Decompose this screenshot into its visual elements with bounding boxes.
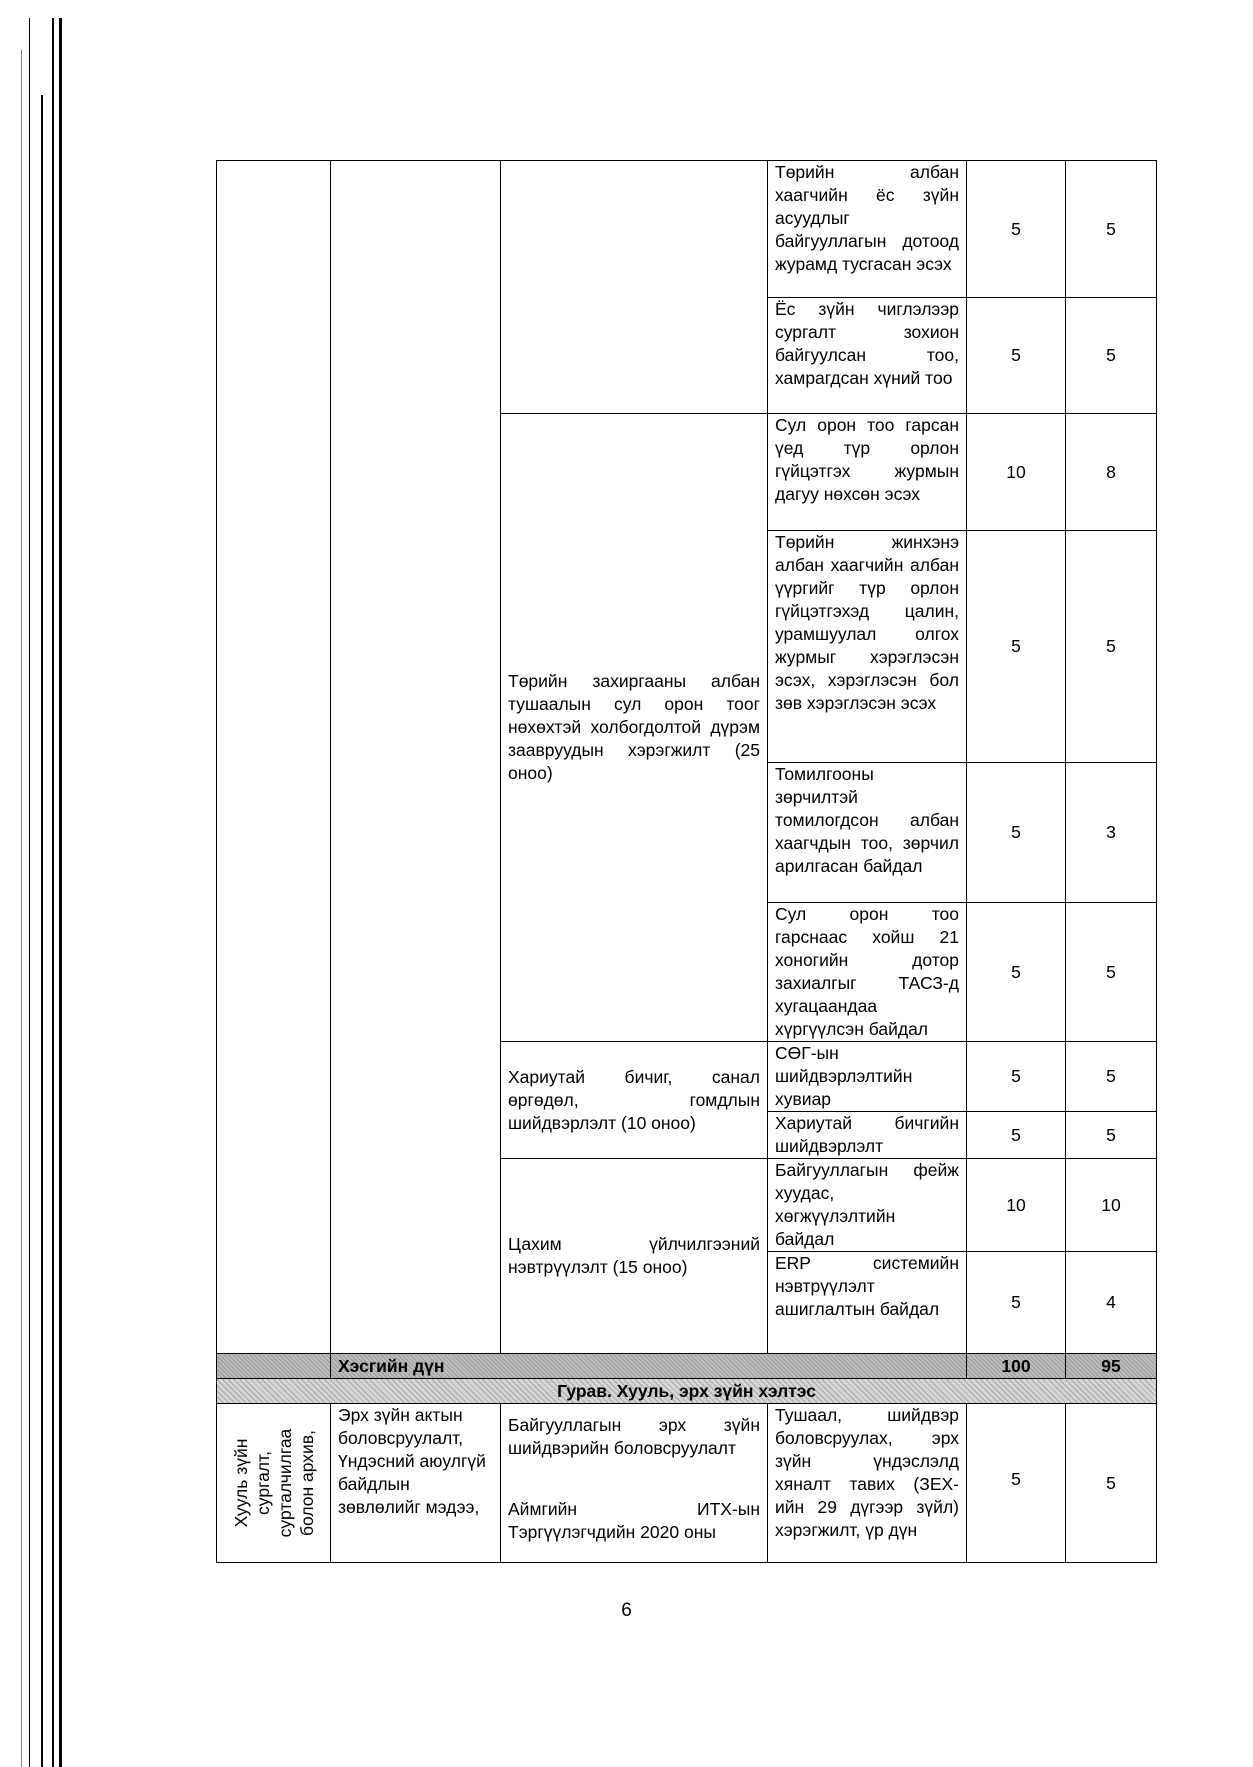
max-score-cell: 5 (967, 161, 1066, 298)
table-row (217, 161, 1157, 298)
indicator-cell: Томилгооны зөрчилтэй томилогдсон албан хаагчдын тоо, зөрчил арилгасан байдал (768, 763, 967, 903)
scan-margin-line (41, 95, 43, 1767)
max-score-cell: 5 (967, 298, 1066, 414)
max-score-cell: 5 (967, 1042, 1066, 1112)
max-score-cell: 10 (967, 414, 1066, 531)
indicator-cell: СӨГ-ын шийдвэрлэлтийн хувиар (768, 1042, 967, 1112)
max-score-cell: 5 (967, 1404, 1066, 1563)
subtotal-row (217, 1354, 1157, 1379)
indicator-cell: Сул орон тоо гарснаас хойш 21 хоногийн дотор захиалгыг ТАСЗ-д хугацаандаа хүргүүлсэн байдал (768, 903, 967, 1042)
subtotal-blank-cell (217, 1354, 331, 1379)
score-cell: 4 (1066, 1252, 1157, 1354)
section-title: Гурав. Хууль, эрх зүйн хэлтэс (217, 1379, 1157, 1404)
scan-margin-line (21, 50, 22, 1767)
score-cell: 5 (1066, 1112, 1157, 1159)
max-score-cell: 5 (967, 903, 1066, 1042)
indicator-cell: ERP системийн нэвтрүүлэлт ашиглалтын байдал (768, 1252, 967, 1354)
criterion-part-1: Байгууллагын эрх зүйн шийдвэрийн боловсруулалт (508, 1415, 760, 1458)
indicator-cell: Төрийн албан хаагчийн ёс зүйн асуудлыг байгууллагын дотоод журамд тусгасан эсэх (768, 161, 967, 298)
function-cell (331, 161, 501, 1354)
criterion-cell: Төрийн захиргааны албан тушаалын сул орон тоог нөхөхтэй холбогдолтой дүрэм заавруудын хэрэгжилт (25 оноо) (501, 414, 768, 1042)
evaluation-table (216, 160, 1157, 1563)
scan-margin-line (52, 18, 54, 1767)
page-number: 6 (621, 1600, 632, 1621)
score-cell: 10 (1066, 1159, 1157, 1252)
score-cell: 5 (1066, 1042, 1157, 1112)
area-cell (217, 1404, 331, 1563)
criterion-cell (501, 1404, 768, 1563)
score-cell: 5 (1066, 531, 1157, 763)
max-score-cell: 10 (967, 1159, 1066, 1252)
max-score-cell: 5 (967, 531, 1066, 763)
score-cell: 3 (1066, 763, 1157, 903)
score-cell: 5 (1066, 1404, 1157, 1563)
indicator-cell: Сул орон тоо гарсан үед түр орлон гүйцэтгэх журмын дагуу нөхсөн эсэх (768, 414, 967, 531)
indicator-cell: Тушаал, шийдвэр боловсруулах, эрх зүйн үндэслэлд хяналт тавих (ЗЕХ-ийн 29 дүгээр зүйл) хэрэгжилт, үр дүн (768, 1404, 967, 1563)
table-row (217, 1404, 1157, 1563)
score-cell: 5 (1066, 298, 1157, 414)
max-score-cell: 5 (967, 1252, 1066, 1354)
criterion-cell: Цахим үйлчилгээний нэвтрүүлэлт (15 оноо) (501, 1159, 768, 1354)
criterion-part-2: Аймгийн ИТХ-ын Тэргүүлэгчдийн 2020 оны (508, 1499, 760, 1542)
score-cell: 5 (1066, 161, 1157, 298)
section-header-row (217, 1379, 1157, 1404)
indicator-cell: Хариутай бичгийн шийдвэрлэлт (768, 1112, 967, 1159)
subtotal-label: Хэсгийн дүн (331, 1354, 967, 1379)
area-label-rotated: Хууль зүйн сургалт, сурталчилгаа болон архив, (230, 1428, 317, 1538)
subtotal-score: 95 (1066, 1354, 1157, 1379)
indicator-cell: Төрийн жинхэнэ албан хаагчийн албан үүргийг түр орлон гүйцэтгэхэд цалин, урамшуулал олгох журмыг хэрэглэсэн эсэх, хэрэглэсэн бол зөв хэрэглэсэн эсэх (768, 531, 967, 763)
score-cell: 8 (1066, 414, 1157, 531)
max-score-cell: 5 (967, 763, 1066, 903)
criterion-cell (501, 161, 768, 414)
max-score-cell: 5 (967, 1112, 1066, 1159)
indicator-cell: Байгууллагын фейж хуудас, хөгжүүлэлтийн байдал (768, 1159, 967, 1252)
indicator-cell: Ёс зүйн чиглэлээр сургалт зохион байгуулсан тоо, хамрагдсан хүний тоо (768, 298, 967, 414)
scan-margin-line (29, 18, 30, 1767)
scan-margin-line (59, 18, 62, 1767)
function-cell: Эрх зүйн актын боловсруулалт, Үндэсний аюулгүй байдлын зөвлөлийг мэдээ, (331, 1404, 501, 1563)
subtotal-max-score: 100 (967, 1354, 1066, 1379)
score-cell: 5 (1066, 903, 1157, 1042)
area-cell (217, 161, 331, 1354)
criterion-cell: Хариутай бичиг, санал өргөдөл, гомдлын шийдвэрлэлт (10 оноо) (501, 1042, 768, 1159)
